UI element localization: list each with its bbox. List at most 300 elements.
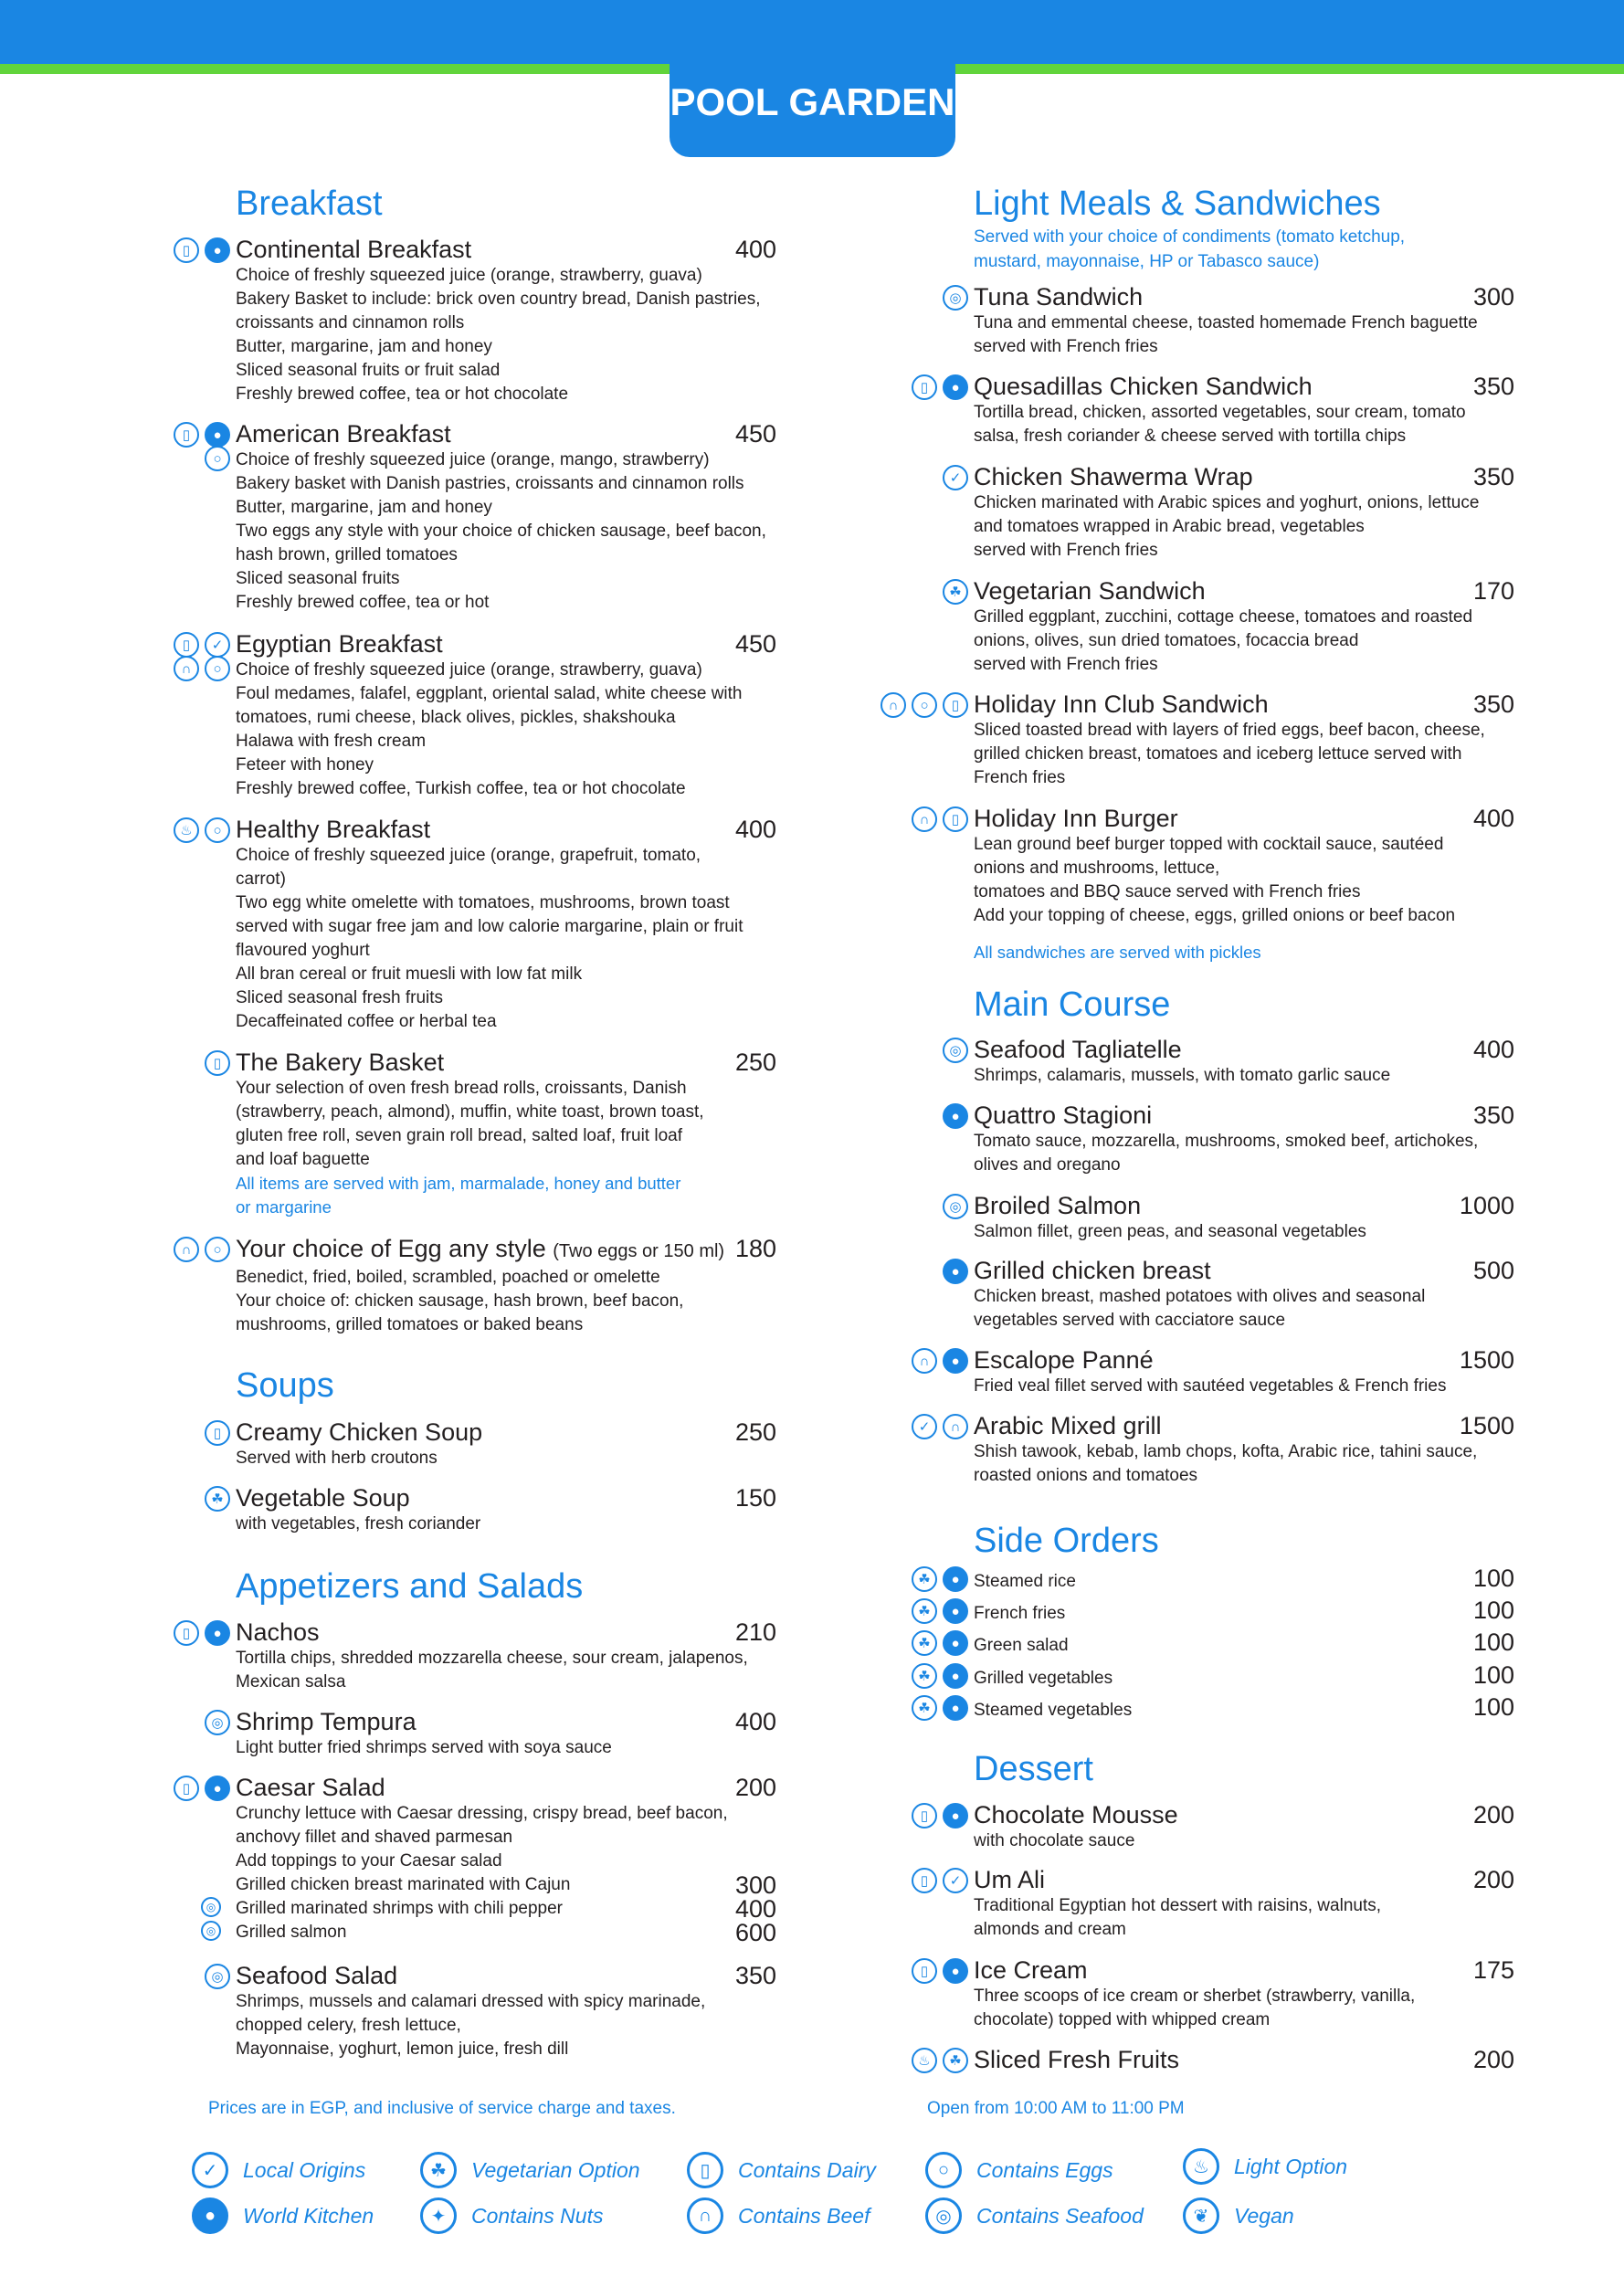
item-name bbox=[236, 1962, 397, 1990]
side-order-row bbox=[918, 1693, 1514, 1722]
item-description: vegetables served with cacciatore sauce bbox=[974, 1311, 1286, 1330]
item-description: with vegetables, fresh coriander bbox=[236, 1514, 481, 1533]
item-description: Two egg white omelette with tomatoes, mushrooms, brown toast bbox=[236, 893, 730, 912]
item-price: 250 bbox=[734, 1418, 776, 1446]
item-name bbox=[974, 805, 1178, 833]
item-icons bbox=[912, 2048, 968, 2073]
item-price: 200 bbox=[1472, 1801, 1514, 1829]
item-description: mushrooms, grilled tomatoes or baked beans bbox=[236, 1315, 584, 1334]
item-name bbox=[974, 463, 1253, 491]
addon-label: Grilled salmon bbox=[236, 1923, 347, 1942]
item-description: served with French fries bbox=[974, 655, 1158, 674]
legend-veg bbox=[420, 2152, 640, 2188]
item-description: olives and oregano bbox=[974, 1155, 1121, 1175]
menu-item bbox=[920, 1801, 1514, 1853]
menu-item bbox=[919, 1346, 1514, 1398]
item-description: onions, olives, sun dried tomatoes, focaccia bread bbox=[974, 631, 1359, 650]
item-icons bbox=[205, 446, 230, 471]
section-title-appetizers: Appetizers and Salads bbox=[236, 1567, 584, 1606]
item-icons bbox=[205, 1050, 230, 1076]
veg-icon: ☘ bbox=[912, 1695, 937, 1721]
item-icons bbox=[174, 1776, 230, 1801]
section-title-breakfast: Breakfast bbox=[236, 184, 383, 223]
world-icon: ● bbox=[943, 1663, 968, 1689]
item-name bbox=[236, 1484, 410, 1512]
legend-label: Vegetarian Option bbox=[471, 2157, 640, 2182]
item-name bbox=[974, 690, 1269, 719]
item-name-text: Chicken Shawerma Wrap bbox=[974, 463, 1253, 490]
addon-row bbox=[236, 1873, 776, 1897]
item-description: Sliced toasted bread with layers of fried eggs, beef bacon, cheese, bbox=[974, 721, 1485, 740]
item-name: Steamed vegetables bbox=[974, 1701, 1133, 1720]
item-icons bbox=[881, 692, 968, 718]
item-description: croissants and cinnamon rolls bbox=[236, 313, 465, 332]
legend-world bbox=[192, 2197, 374, 2234]
world-icon: ● bbox=[943, 1566, 968, 1592]
item-name bbox=[974, 1192, 1141, 1220]
legend-label: World Kitchen bbox=[243, 2203, 374, 2228]
dairy-icon: ▯ bbox=[174, 1776, 199, 1801]
item-price: 175 bbox=[1472, 1956, 1514, 1984]
item-price: 100 bbox=[1472, 1597, 1514, 1624]
item-description: carrot) bbox=[236, 869, 286, 889]
world-icon: ● bbox=[943, 374, 968, 400]
item-name bbox=[236, 816, 430, 844]
item-icons bbox=[912, 1958, 968, 1984]
world-icon: ● bbox=[205, 237, 230, 263]
item-description: French fries bbox=[974, 768, 1066, 787]
veg-icon: ☘ bbox=[943, 579, 968, 605]
item-description: Butter, margarine, jam and honey bbox=[236, 498, 492, 517]
item-name bbox=[974, 1801, 1178, 1829]
item-description: onions and mushrooms, lettuce, bbox=[974, 859, 1220, 878]
item-note: All sandwiches are served with pickles bbox=[974, 943, 1261, 962]
item-description: Three scoops of ice cream or sherbet (strawberry, vanilla, bbox=[974, 1987, 1416, 2006]
item-description: Crunchy lettuce with Caesar dressing, crispy bread, beef bacon, bbox=[236, 1804, 728, 1823]
item-name bbox=[974, 1257, 1211, 1285]
item-name bbox=[974, 1866, 1045, 1894]
vegan-icon: ❦ bbox=[1183, 2197, 1219, 2234]
item-price: 350 bbox=[734, 1962, 776, 1989]
addon-price: 600 bbox=[734, 1919, 776, 1946]
item-description: Decaffeinated coffee or herbal tea bbox=[236, 1012, 497, 1031]
item-description: Choice of freshly squeezed juice (orange, grapefruit, tomato, bbox=[236, 846, 701, 865]
addon-label: Grilled marinated shrimps with chili pepper bbox=[236, 1899, 563, 1918]
item-price: 350 bbox=[1472, 373, 1514, 400]
item-price: 450 bbox=[734, 630, 776, 658]
dairy-icon: ▯ bbox=[205, 1050, 230, 1076]
item-description: tomatoes, rumi cheese, black olives, pickles, shakshouka bbox=[236, 708, 676, 727]
item-icons bbox=[205, 1486, 230, 1512]
item-description: All bran cereal or fruit muesli with low fat milk bbox=[236, 964, 583, 984]
item-name bbox=[236, 1049, 444, 1077]
item-description: Lean ground beef burger topped with cocktail sauce, sautéed bbox=[974, 835, 1444, 854]
world-icon: ● bbox=[943, 1958, 968, 1984]
item-description: Salmon fillet, green peas, and seasonal vegetables bbox=[974, 1222, 1366, 1241]
item-name-text: Healthy Breakfast bbox=[236, 816, 431, 843]
item-icons bbox=[174, 422, 230, 448]
dairy-icon: ▯ bbox=[205, 1420, 230, 1446]
dairy-icon: ▯ bbox=[912, 1868, 937, 1893]
item-description: Foul medames, falafel, eggplant, oriental salad, white cheese with bbox=[236, 684, 743, 703]
menu-item bbox=[919, 805, 1514, 964]
item-name-text: Creamy Chicken Soup bbox=[236, 1418, 483, 1446]
item-description: hash brown, grilled tomatoes bbox=[236, 545, 458, 564]
item-name-text: Nachos bbox=[236, 1618, 320, 1646]
eggs-icon: ○ bbox=[205, 656, 230, 681]
light-icon: ♨ bbox=[1183, 2148, 1219, 2185]
item-description: Choice of freshly squeezed juice (orange, strawberry, guava) bbox=[236, 660, 702, 680]
section-subtitle: mustard, mayonnaise, HP or Tabasco sauce) bbox=[974, 252, 1320, 271]
item-description: salsa, fresh coriander & cheese served with tortilla chips bbox=[974, 427, 1407, 446]
item-name-text: Seafood Salad bbox=[236, 1962, 398, 1989]
beef-icon: ∩ bbox=[174, 1237, 199, 1262]
item-name-text: Caesar Salad bbox=[236, 1774, 385, 1801]
item-name-text: Vegetable Soup bbox=[236, 1484, 410, 1512]
item-icons bbox=[174, 237, 230, 263]
menu-item bbox=[182, 1774, 776, 1946]
item-name-text: Holiday Inn Club Sandwich bbox=[974, 690, 1269, 718]
local-icon: ✓ bbox=[205, 632, 230, 658]
item-description: Choice of freshly squeezed juice (orange, mango, strawberry) bbox=[236, 450, 710, 469]
item-name: Grilled vegetables bbox=[974, 1669, 1113, 1688]
menu-item bbox=[211, 1708, 776, 1760]
item-name-text: Vegetarian Sandwich bbox=[974, 577, 1206, 605]
section-title-light_meals: Light Meals & Sandwiches bbox=[974, 184, 1381, 223]
legend-label: Contains Nuts bbox=[471, 2203, 604, 2228]
legend-local bbox=[192, 2152, 365, 2188]
item-icons bbox=[912, 806, 968, 832]
menu-item bbox=[888, 690, 1514, 790]
item-description: Freshly brewed coffee, tea or hot bbox=[236, 593, 490, 612]
veg-icon: ☘ bbox=[912, 1663, 937, 1689]
item-icons bbox=[912, 1803, 968, 1829]
world-icon: ● bbox=[943, 1803, 968, 1829]
item-name bbox=[974, 1412, 1162, 1440]
item-description: Your selection of oven fresh bread rolls, croissants, Danish bbox=[236, 1079, 687, 1098]
menu-item bbox=[182, 420, 776, 615]
item-price: 200 bbox=[1472, 2046, 1514, 2073]
light-icon: ♨ bbox=[174, 817, 199, 843]
world-icon: ● bbox=[943, 1598, 968, 1624]
world-icon: ● bbox=[192, 2197, 228, 2234]
eggs-icon: ○ bbox=[205, 817, 230, 843]
item-name-text: Quesadillas Chicken Sandwich bbox=[974, 373, 1313, 400]
opening-hours: Open from 10:00 AM to 11:00 PM bbox=[927, 2099, 1185, 2118]
dairy-icon: ▯ bbox=[912, 1803, 937, 1829]
item-icons bbox=[943, 1103, 968, 1129]
section-title-main_course: Main Course bbox=[974, 985, 1171, 1024]
item-description: served with French fries bbox=[974, 541, 1158, 560]
item-name bbox=[236, 630, 443, 659]
item-price: 210 bbox=[734, 1618, 776, 1646]
eggs-icon: ○ bbox=[205, 446, 230, 471]
item-price: 250 bbox=[734, 1049, 776, 1076]
item-description: Freshly brewed coffee, Turkish coffee, tea or hot chocolate bbox=[236, 779, 686, 798]
legend-dairy bbox=[687, 2152, 876, 2188]
item-description: Sliced seasonal fruits bbox=[236, 569, 400, 588]
menu-item bbox=[211, 1962, 776, 2061]
item-description: Add your topping of cheese, eggs, grilled onions or beef bacon bbox=[974, 906, 1456, 925]
item-description: Bakery Basket to include: brick oven country bread, Danish pastries, bbox=[236, 290, 761, 309]
item-price: 100 bbox=[1472, 1628, 1514, 1656]
item-name bbox=[974, 1956, 1088, 1985]
legend-vegan bbox=[1183, 2197, 1294, 2234]
world-icon: ● bbox=[943, 1348, 968, 1374]
addon-price: 300 bbox=[734, 1871, 776, 1899]
item-price: 100 bbox=[1472, 1661, 1514, 1689]
item-price: 350 bbox=[1472, 690, 1514, 718]
dairy-icon: ▯ bbox=[174, 1620, 199, 1646]
item-icons bbox=[174, 632, 230, 658]
item-description: Choice of freshly squeezed juice (orange, strawberry, guava) bbox=[236, 266, 702, 285]
item-name-text: Holiday Inn Burger bbox=[974, 805, 1178, 832]
item-name: French fries bbox=[974, 1604, 1066, 1623]
legend-seafood bbox=[925, 2197, 1144, 2234]
veg-icon: ☘ bbox=[912, 1630, 937, 1656]
item-description: Fried veal fillet served with sautéed vegetables & French fries bbox=[974, 1376, 1447, 1396]
page-title: POOL GARDEN bbox=[670, 0, 955, 157]
item-price: 400 bbox=[1472, 805, 1514, 832]
price-note: Prices are in EGP, and inclusive of service charge and taxes. bbox=[208, 2099, 676, 2118]
menu-item bbox=[949, 1192, 1514, 1244]
item-description: Halawa with fresh cream bbox=[236, 732, 427, 751]
item-icons bbox=[943, 1259, 968, 1284]
menu-item bbox=[211, 1484, 776, 1536]
item-name-text: The Bakery Basket bbox=[236, 1049, 445, 1076]
menu-item bbox=[949, 577, 1514, 677]
item-description: tomatoes and BBQ sauce served with French fries bbox=[974, 882, 1361, 901]
legend-label: Local Origins bbox=[243, 2157, 366, 2182]
item-description: roasted onions and tomatoes bbox=[974, 1466, 1198, 1485]
item-name bbox=[974, 283, 1143, 311]
item-name-text: Sliced Fresh Fruits bbox=[974, 2046, 1180, 2073]
item-price: 200 bbox=[1472, 1866, 1514, 1893]
item-price: 350 bbox=[1472, 1101, 1514, 1129]
item-description: Tomato sauce, mozzarella, mushrooms, smoked beef, artichokes, bbox=[974, 1132, 1479, 1151]
item-icons bbox=[912, 374, 968, 400]
menu-item bbox=[920, 373, 1514, 448]
item-price: 1000 bbox=[1459, 1192, 1514, 1219]
menu-item bbox=[182, 236, 776, 406]
legend-label: Vegan bbox=[1234, 2203, 1294, 2228]
item-name: Steamed rice bbox=[974, 1572, 1076, 1591]
item-price: 400 bbox=[1472, 1036, 1514, 1063]
beef-icon: ∩ bbox=[881, 692, 906, 718]
seafood-icon: ◎ bbox=[925, 2197, 962, 2234]
item-icons bbox=[205, 1710, 230, 1735]
dairy-icon: ▯ bbox=[174, 237, 199, 263]
item-description: Sliced seasonal fresh fruits bbox=[236, 988, 444, 1007]
veg-icon: ☘ bbox=[943, 2048, 968, 2073]
world-icon: ● bbox=[943, 1695, 968, 1721]
legend-label: Contains Seafood bbox=[976, 2203, 1144, 2228]
seafood-icon: ◎ bbox=[201, 1897, 221, 1917]
legend-label: Light Option bbox=[1234, 2154, 1348, 2178]
item-price: 1500 bbox=[1459, 1412, 1514, 1439]
menu-item bbox=[920, 1956, 1514, 2032]
menu-item bbox=[951, 1257, 1514, 1333]
item-name-text: Seafood Tagliatelle bbox=[974, 1036, 1182, 1063]
menu-item bbox=[918, 2046, 1514, 2074]
item-name bbox=[236, 1618, 320, 1647]
item-description: chopped celery, fresh lettuce, bbox=[236, 2016, 461, 2035]
item-price: 180 bbox=[734, 1235, 776, 1262]
addon-label: Grilled chicken breast marinated with Cajun bbox=[236, 1875, 571, 1894]
veg-icon: ☘ bbox=[205, 1486, 230, 1512]
item-price: 100 bbox=[1472, 1565, 1514, 1592]
item-description: almonds and cream bbox=[974, 1920, 1126, 1939]
item-description: Freshly brewed coffee, tea or hot chocolate bbox=[236, 385, 569, 404]
eggs-icon: ○ bbox=[912, 692, 937, 718]
local-icon: ✓ bbox=[943, 465, 968, 490]
world-icon: ● bbox=[205, 1776, 230, 1801]
item-icons bbox=[912, 1348, 968, 1374]
local-icon: ✓ bbox=[912, 1414, 937, 1439]
veg-icon: ☘ bbox=[912, 1566, 937, 1592]
light-icon: ♨ bbox=[912, 2048, 937, 2073]
item-description: anchovy fillet and shaved parmesan bbox=[236, 1828, 513, 1847]
item-icons bbox=[174, 1237, 230, 1262]
side-order-row bbox=[918, 1597, 1514, 1625]
world-icon: ● bbox=[205, 1620, 230, 1646]
item-icons bbox=[912, 1868, 968, 1893]
item-price: 150 bbox=[734, 1484, 776, 1512]
seafood-icon: ◎ bbox=[201, 1921, 221, 1941]
item-description: chocolate) topped with whipped cream bbox=[974, 2010, 1271, 2029]
item-icons bbox=[943, 1038, 968, 1063]
legend-light bbox=[1183, 2148, 1347, 2185]
item-name-text: Um Ali bbox=[974, 1866, 1046, 1893]
item-name bbox=[236, 236, 471, 264]
item-name-text: American Breakfast bbox=[236, 420, 451, 448]
item-description: Tuna and emmental cheese, toasted homemade French baguette bbox=[974, 313, 1478, 332]
item-name bbox=[974, 2046, 1179, 2074]
beef-icon: ∩ bbox=[912, 806, 937, 832]
beef-icon: ∩ bbox=[912, 1348, 937, 1374]
item-icons bbox=[943, 285, 968, 311]
dairy-icon: ▯ bbox=[912, 1958, 937, 1984]
item-name-text: Arabic Mixed grill bbox=[974, 1412, 1162, 1439]
item-description: gluten free roll, seven grain roll bread, salted loaf, fruit loaf bbox=[236, 1126, 682, 1145]
item-price: 400 bbox=[734, 236, 776, 263]
seafood-icon: ◎ bbox=[205, 1710, 230, 1735]
item-name-text: Grilled chicken breast bbox=[974, 1257, 1211, 1284]
item-name-text: Egyptian Breakfast bbox=[236, 630, 443, 658]
item-description: Add toppings to your Caesar salad bbox=[236, 1851, 502, 1871]
seafood-icon: ◎ bbox=[943, 1194, 968, 1219]
menu-item bbox=[918, 1412, 1514, 1488]
item-description: Shrimps, mussels and calamari dressed with spicy marinade, bbox=[236, 1992, 706, 2011]
item-icons bbox=[205, 1420, 230, 1446]
item-description: Shrimps, calamaris, mussels, with tomato garlic sauce bbox=[974, 1066, 1391, 1085]
section-subtitle: Served with your choice of condiments (tomato ketchup, bbox=[974, 227, 1406, 247]
legend-label: Contains Eggs bbox=[976, 2157, 1113, 2182]
menu-item bbox=[951, 1101, 1514, 1177]
legend-label: Contains Beef bbox=[738, 2203, 870, 2228]
item-description: Grilled eggplant, zucchini, cottage cheese, tomatoes and roasted bbox=[974, 607, 1473, 627]
item-description: Light butter fried shrimps served with soya sauce bbox=[236, 1738, 612, 1757]
item-description: with chocolate sauce bbox=[974, 1831, 1135, 1850]
item-description: Shish tawook, kebab, lamb chops, kofta, Arabic rice, tahini sauce, bbox=[974, 1442, 1478, 1461]
world-icon: ● bbox=[943, 1103, 968, 1129]
item-name-note: (Two eggs or 150 ml) bbox=[553, 1241, 725, 1261]
item-name bbox=[236, 1418, 482, 1447]
item-name bbox=[974, 1101, 1152, 1130]
addon-row bbox=[206, 1919, 776, 1946]
item-price: 1500 bbox=[1459, 1346, 1514, 1374]
item-icons bbox=[912, 1414, 968, 1439]
item-description: Traditional Egyptian hot dessert with raisins, walnuts, bbox=[974, 1896, 1382, 1915]
item-price: 400 bbox=[734, 1708, 776, 1735]
veg-icon: ☘ bbox=[912, 1598, 937, 1624]
item-price: 300 bbox=[1472, 283, 1514, 311]
world-icon: ● bbox=[943, 1259, 968, 1284]
addon-price: 400 bbox=[734, 1895, 776, 1923]
item-description: Feteer with honey bbox=[236, 755, 374, 775]
dairy-icon: ▯ bbox=[912, 374, 937, 400]
item-name-text: Chocolate Mousse bbox=[974, 1801, 1178, 1829]
item-name-text: Tuna Sandwich bbox=[974, 283, 1144, 311]
item-description: Served with herb croutons bbox=[236, 1449, 438, 1468]
veg-icon: ☘ bbox=[420, 2152, 457, 2188]
nuts-icon: ✦ bbox=[420, 2197, 457, 2234]
dairy-icon: ▯ bbox=[174, 632, 199, 658]
legend-eggs bbox=[925, 2152, 1113, 2188]
item-name bbox=[236, 1708, 417, 1736]
item-description: served with sugar free jam and low calorie margarine, plain or fruit bbox=[236, 917, 743, 936]
seafood-icon: ◎ bbox=[943, 1038, 968, 1063]
item-name-text: Ice Cream bbox=[974, 1956, 1088, 1984]
dairy-icon: ▯ bbox=[174, 422, 199, 448]
item-price: 400 bbox=[734, 816, 776, 843]
item-icons bbox=[174, 656, 230, 681]
item-name-text: Escalope Panné bbox=[974, 1346, 1154, 1374]
legend-label: Contains Dairy bbox=[738, 2157, 876, 2182]
item-price: 200 bbox=[734, 1774, 776, 1801]
item-description: and loaf baguette bbox=[236, 1150, 370, 1169]
item-description: grilled chicken breast, tomatoes and iceberg lettuce served with bbox=[974, 744, 1462, 764]
section-title-dessert: Dessert bbox=[974, 1750, 1093, 1788]
eggs-icon: ○ bbox=[925, 2152, 962, 2188]
item-name-text: Broiled Salmon bbox=[974, 1192, 1142, 1219]
item-description: Bakery basket with Danish pastries, croissants and cinnamon rolls bbox=[236, 474, 744, 493]
item-description: Mayonnaise, yoghurt, lemon juice, fresh dill bbox=[236, 2039, 569, 2059]
section-title-soups: Soups bbox=[236, 1366, 334, 1405]
item-name bbox=[974, 1346, 1154, 1375]
item-name bbox=[236, 420, 451, 448]
beef-icon: ∩ bbox=[174, 656, 199, 681]
world-icon: ● bbox=[205, 422, 230, 448]
item-price: 170 bbox=[1472, 577, 1514, 605]
item-description: and tomatoes wrapped in Arabic bread, vegetables bbox=[974, 517, 1365, 536]
beef-icon: ∩ bbox=[943, 1414, 968, 1439]
item-description: Chicken marinated with Arabic spices and yoghurt, onions, lettuce bbox=[974, 493, 1480, 512]
item-icons bbox=[943, 1194, 968, 1219]
menu-item bbox=[949, 1036, 1514, 1088]
item-icons bbox=[174, 817, 230, 843]
item-note: All items are served with jam, marmalade, honey and butter bbox=[236, 1174, 681, 1193]
seafood-icon: ◎ bbox=[943, 285, 968, 311]
local-icon: ✓ bbox=[192, 2152, 228, 2188]
item-name-text: Quattro Stagioni bbox=[974, 1101, 1153, 1129]
menu-item bbox=[181, 630, 776, 801]
item-name bbox=[236, 1774, 385, 1802]
item-icons bbox=[943, 465, 968, 490]
item-name bbox=[974, 373, 1313, 401]
menu-item bbox=[213, 1049, 776, 1219]
item-icons bbox=[943, 579, 968, 605]
